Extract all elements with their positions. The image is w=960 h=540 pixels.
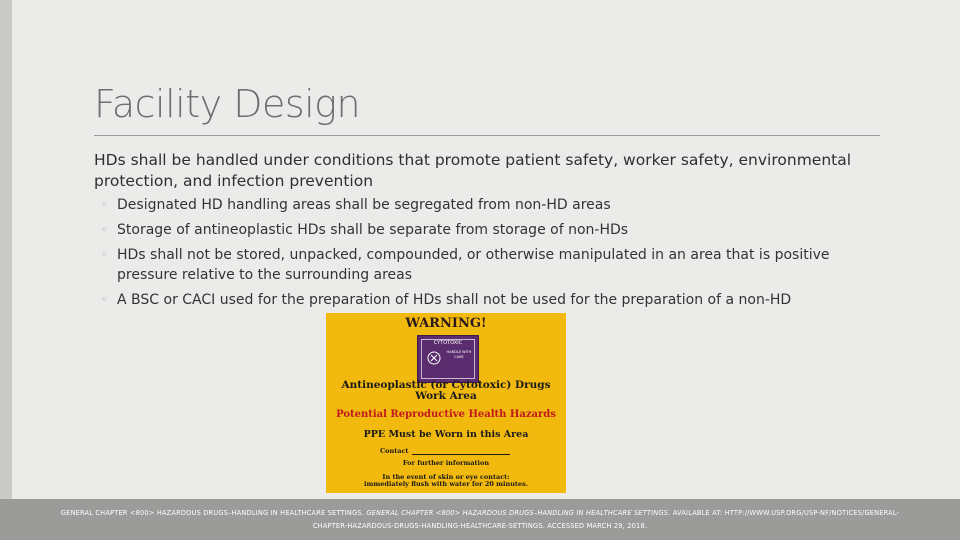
bullet-text: Designated HD handling areas shall be segregated from non-HD areas	[117, 197, 611, 213]
slide-title: Facility Design	[94, 82, 361, 126]
badge-label: CYTOTOXIC	[433, 340, 463, 346]
lead-paragraph: HDs shall be handled under conditions that promote patient safety, worker safety, environmental protection, and infection prevention	[94, 151, 852, 190]
bullet-item	[101, 195, 881, 215]
bullet-marker-icon: ◦	[101, 293, 108, 306]
bullet-text: Storage of antineoplastic HDs shall be separate from storage of non-HDs	[117, 222, 629, 238]
title-divider	[94, 135, 880, 136]
badge-subtext: HANDLE WITH CARE	[446, 350, 472, 359]
bullet-marker-icon: ◦	[101, 248, 108, 261]
sign-area-text	[326, 380, 566, 402]
citation-italic-part: GENERAL CHAPTER <800> HAZARDOUS DRUGS–HANDLING IN HEALTHCARE SETTINGS.	[366, 509, 671, 517]
cytotoxic-badge	[417, 335, 479, 383]
sign-area-line: Antineoplastic (or Cytotoxic) Drugs	[341, 379, 551, 391]
bullet-item	[101, 290, 881, 310]
footer-citation	[60, 507, 900, 533]
bullet-marker-icon: ◦	[101, 198, 108, 211]
sign-flush-line: immediately flush with water for 20 minutes.	[363, 480, 528, 488]
sign-contact-label: Contact	[380, 447, 409, 455]
cytotoxic-symbol-icon	[426, 350, 442, 366]
sign-area-line: Work Area	[415, 390, 477, 402]
sign-warning-heading: WARNING!	[405, 316, 487, 331]
bullet-marker-icon: ◦	[101, 223, 108, 236]
sign-flush-line: In the event of skin or eye contact:	[382, 473, 510, 481]
bullet-item	[101, 220, 881, 240]
bullet-text: A BSC or CACI used for the preparation of HDs shall not be used for the preparation of a non-HD	[117, 292, 792, 308]
bullet-item	[101, 245, 881, 285]
sign-contact-blank-line	[412, 454, 510, 455]
sign-ppe-text: PPE Must be Worn in this Area	[363, 429, 529, 440]
citation-part: GENERAL CHAPTER <800> HAZARDOUS DRUGS–HANDLING IN HEALTHCARE SETTINGS.	[60, 509, 365, 517]
bullet-text: HDs shall not be stored, unpacked, compounded, or otherwise manipulated in an area that is positive pressure relative to the surrounding areas	[117, 247, 830, 283]
citation-part: AVAILABLE AT: HTTP://WWW.USP.ORG/USP-NF/NOTICES/GENERAL-CHAPTER-HAZARDOUS-DRUGS-HANDLING-HEALTHCARE-SETTINGS. ACCESSED MARCH 29, 2018.	[312, 509, 900, 530]
sign-info-text: For further information	[402, 459, 490, 467]
warning-sign-image	[326, 313, 566, 493]
bullet-list	[101, 195, 881, 315]
left-edge-strip	[0, 0, 12, 540]
sign-flush-text	[326, 474, 566, 488]
sign-hazard-text: Potential Reproductive Health Hazards	[336, 409, 556, 420]
